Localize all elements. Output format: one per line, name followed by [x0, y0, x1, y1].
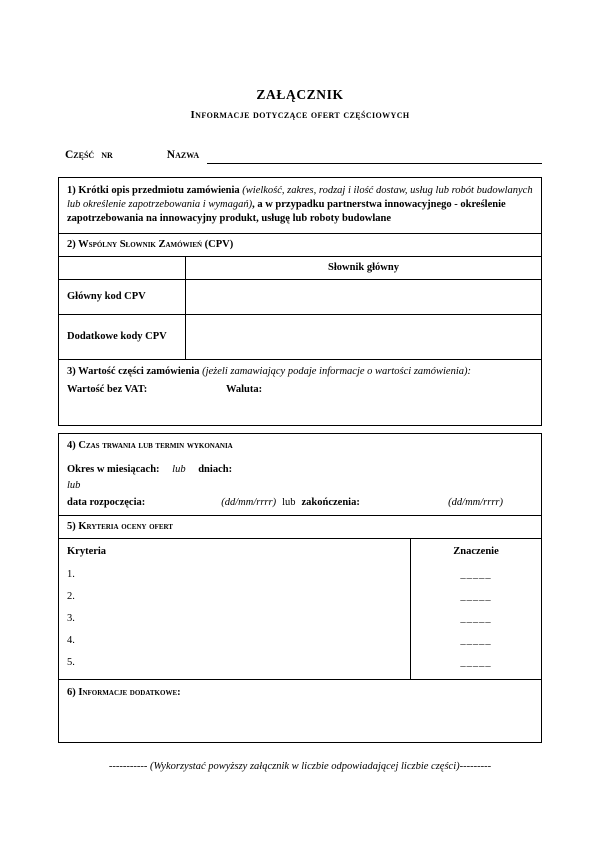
- vat-line: [67, 383, 533, 397]
- weight-blank-1: _____: [460, 568, 492, 580]
- cpv-header-empty-cell: [59, 257, 185, 279]
- weight-blank-3: _____: [460, 612, 492, 624]
- weight-blank-2: _____: [460, 590, 492, 602]
- section-3-blank-space: [67, 398, 533, 420]
- criteria-table: [59, 538, 541, 678]
- criteria-row-2: 2.: [67, 590, 75, 602]
- cpv-additional-codes-row: [59, 314, 541, 359]
- part-label: Część: [65, 149, 95, 162]
- section-3-note: (jeżeli zamawiający podaje informacje o wartości zamówienia):: [202, 366, 471, 378]
- section-1-note: (wielkość, zakres, rodzaj i ilość dostaw, usług lub robót budowlanych lub określenie zapotrzebowania i wymagań): [67, 184, 533, 210]
- date-format-hint-2: (dd/mm/rrrr): [448, 497, 503, 509]
- end-date-label: zakończenia:: [301, 497, 360, 509]
- cpv-table-header-row: [59, 256, 541, 279]
- section-6-additional-info: [59, 679, 541, 742]
- section-3-value: [59, 359, 541, 424]
- or-label-1: lub: [172, 463, 186, 475]
- cpv-main-code-label: Główny kod CPV: [67, 291, 146, 303]
- section-1-label: 1) Krótki opis przedmiotu zamówienia: [67, 184, 243, 196]
- section-1-description: [59, 178, 541, 234]
- vat-label: Wartość bez VAT:: [67, 384, 148, 396]
- criteria-row-5: 5.: [67, 657, 75, 669]
- criteria-row-4: 4.: [67, 635, 75, 647]
- cpv-main-vocab-header: Słownik główny: [185, 257, 541, 279]
- or-label-3: lub: [282, 497, 296, 509]
- section-6-heading: 6) Informacje dodatkowe:: [67, 686, 181, 698]
- form-box-upper: [58, 177, 542, 426]
- section-1-label-continued: , a w przypadku partnerstwa innowacyjnego - określenie zapotrzebowania na innowacyjny produkt, usługę lub roboty budowlane: [67, 198, 506, 224]
- section-4-duration: [59, 434, 541, 516]
- cpv-additional-codes-label: Dodatkowe kody CPV: [67, 331, 167, 343]
- name-blank-line: [207, 151, 542, 164]
- criteria-row-1: 1.: [67, 568, 75, 580]
- date-format-hint-1: (dd/mm/rrrr): [221, 497, 277, 509]
- cpv-main-code-value-cell: [185, 280, 541, 314]
- duration-line: [67, 463, 533, 477]
- currency-label: Waluta:: [225, 384, 263, 396]
- footer-note: ----------- (Wykorzystać powyższy załącznik w liczbie odpowiadającej liczbie części)---------: [108, 760, 492, 772]
- section-3-label: 3) Wartość części zamówienia: [67, 366, 203, 378]
- section-3-heading-line: [67, 365, 533, 379]
- or-label-2: lub: [67, 479, 81, 491]
- cpv-main-code-row: [59, 279, 541, 314]
- part-line: [65, 148, 542, 164]
- days-label: dniach:: [198, 463, 233, 475]
- section-2-heading: [59, 233, 541, 256]
- weight-blank-4: _____: [460, 635, 492, 647]
- part-number-label: nr: [101, 149, 113, 162]
- name-label: Nazwa: [166, 149, 200, 162]
- section-4-heading: 4) Czas trwania lub termin wykonania: [67, 439, 233, 451]
- section-2-heading-text: 2) Wspólny Słownik Zamówień (CPV): [67, 239, 234, 251]
- criteria-column: [59, 539, 410, 678]
- cpv-additional-codes-value-cell: [185, 315, 541, 359]
- weight-column: [410, 539, 541, 678]
- criteria-column-header: Kryteria: [67, 546, 107, 558]
- criteria-row-3: 3.: [67, 612, 75, 624]
- section-5-heading-text: 5) Kryteria oceny ofert: [67, 521, 173, 533]
- dates-line: [67, 496, 533, 510]
- weight-blank-5: _____: [460, 657, 492, 669]
- start-date-label: data rozpoczęcia:: [67, 497, 146, 509]
- form-subtitle: Informacje dotyczące ofert częściowych: [190, 109, 410, 122]
- form-box-lower: [58, 433, 542, 743]
- weight-column-header: Znaczenie: [453, 546, 499, 558]
- months-label: Okres w miesiącach:: [67, 463, 160, 475]
- section-5-heading: [59, 515, 541, 538]
- form-title: ZAŁĄCZNIK: [256, 87, 344, 102]
